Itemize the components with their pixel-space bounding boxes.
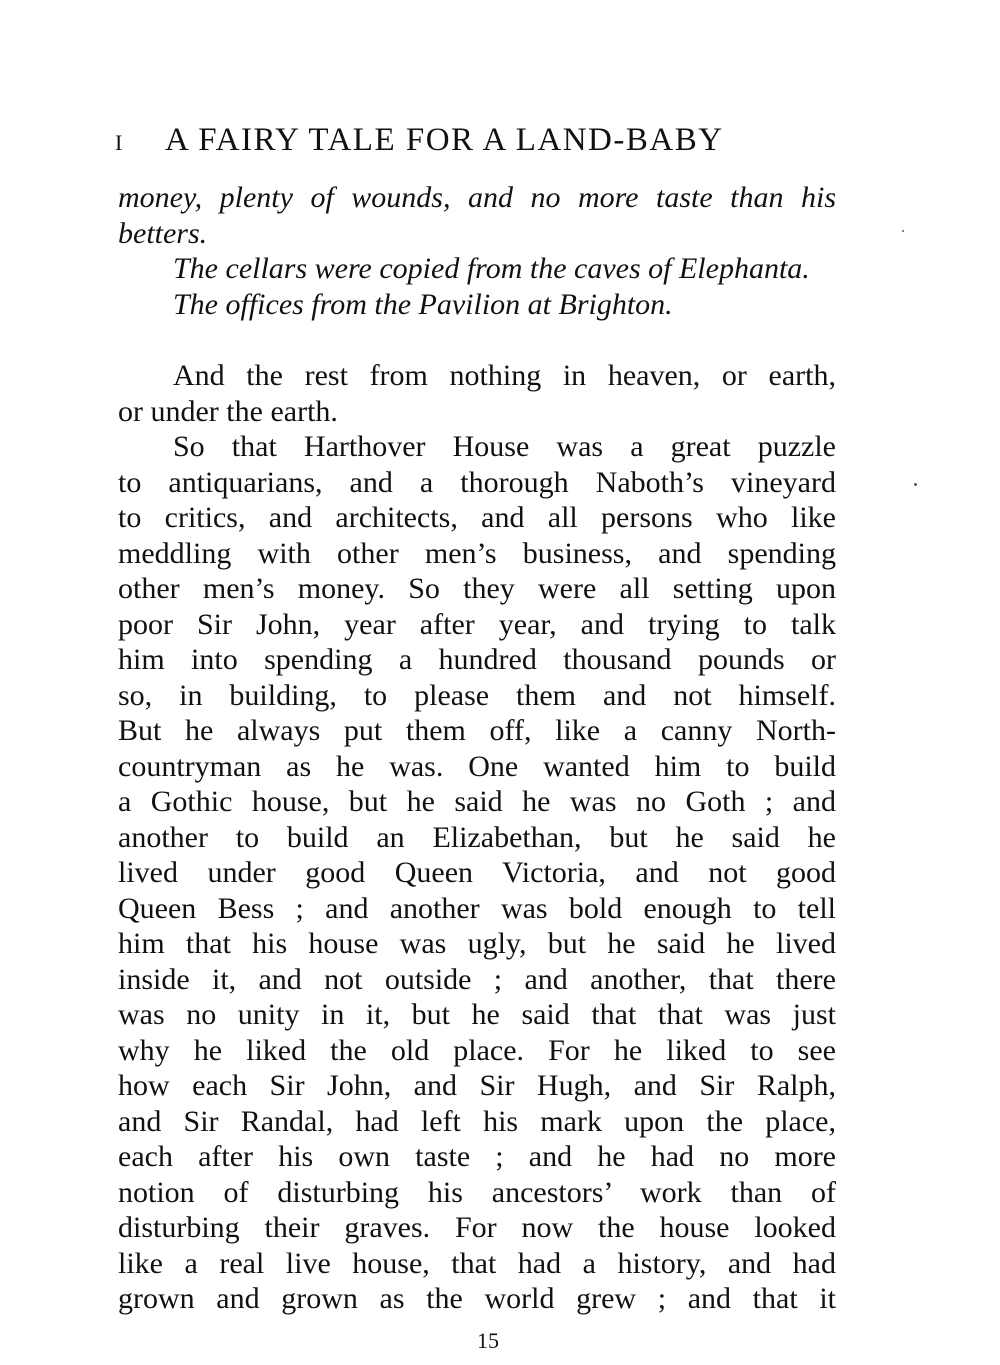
text-line: Queen Bess ; and another was bold enough to tell	[118, 891, 836, 925]
text-line: And the rest from nothing in heaven, or earth,	[173, 359, 836, 392]
text-line: to critics, and architects, and all persons who like	[118, 501, 836, 534]
text-line: so, in building, to please them and not himself.	[118, 678, 836, 712]
text-line: him that his house was ugly, but he said he lived	[118, 927, 836, 960]
text-line: or under the earth.	[118, 394, 338, 428]
text-line: So that Harthover House was a great puzzle	[173, 430, 836, 463]
text-line: to antiquarians, and a thorough Naboth’s vineyard	[118, 465, 836, 499]
text-line: meddling with other men’s business, and spending	[118, 536, 836, 570]
print-speck	[902, 230, 904, 232]
running-head	[115, 118, 855, 162]
text-line: like a real live house, that had a history, and had	[118, 1246, 836, 1280]
text-line: was no unity in it, but he said that that was just	[118, 998, 836, 1031]
print-speck	[914, 483, 917, 486]
text-line: him into spending a hundred thousand pounds or	[118, 643, 836, 676]
text-line: disturbing their graves. For now the house looked	[118, 1211, 836, 1244]
page-number: 15	[477, 1328, 499, 1353]
text-line: money, plenty of wounds, and no more taste than his	[118, 181, 836, 214]
text-line: why he liked the old place. For he liked to see	[118, 1033, 836, 1067]
text-line: and Sir Randal, had left his mark upon the place,	[118, 1104, 836, 1138]
text-line: grown and grown as the world grew ; and that it	[118, 1282, 836, 1315]
text-line: But he always put them off, like a canny North-	[118, 714, 836, 747]
italic-passage	[118, 180, 836, 322]
text-line: countryman as he was. One wanted him to build	[118, 749, 836, 783]
text-line: The offices from the Pavilion at Brighton.	[173, 287, 673, 321]
text-line: poor Sir John, year after year, and trying to talk	[118, 607, 836, 641]
text-line: inside it, and not outside ; and another, that there	[118, 962, 836, 996]
text-line: betters.	[118, 216, 208, 250]
text-line: lived under good Queen Victoria, and not good	[118, 856, 836, 889]
text-line: each after his own taste ; and he had no more	[118, 1140, 836, 1173]
text-line: how each Sir John, and Sir Hugh, and Sir Ralph,	[118, 1069, 836, 1102]
text-line: a Gothic house, but he said he was no Goth ; and	[118, 785, 836, 818]
text-line: notion of disturbing his ancestors’ work than of	[118, 1175, 836, 1209]
text-line: another to build an Elizabethan, but he said he	[118, 820, 836, 854]
chapter-numeral: I	[115, 130, 123, 155]
body-text	[118, 358, 836, 1317]
running-title: A FAIRY TALE FOR A LAND-BABY	[165, 122, 724, 158]
text-line: other men’s money. So they were all setting upon	[118, 572, 836, 605]
text-line: The cellars were copied from the caves of Elephanta.	[173, 252, 810, 285]
